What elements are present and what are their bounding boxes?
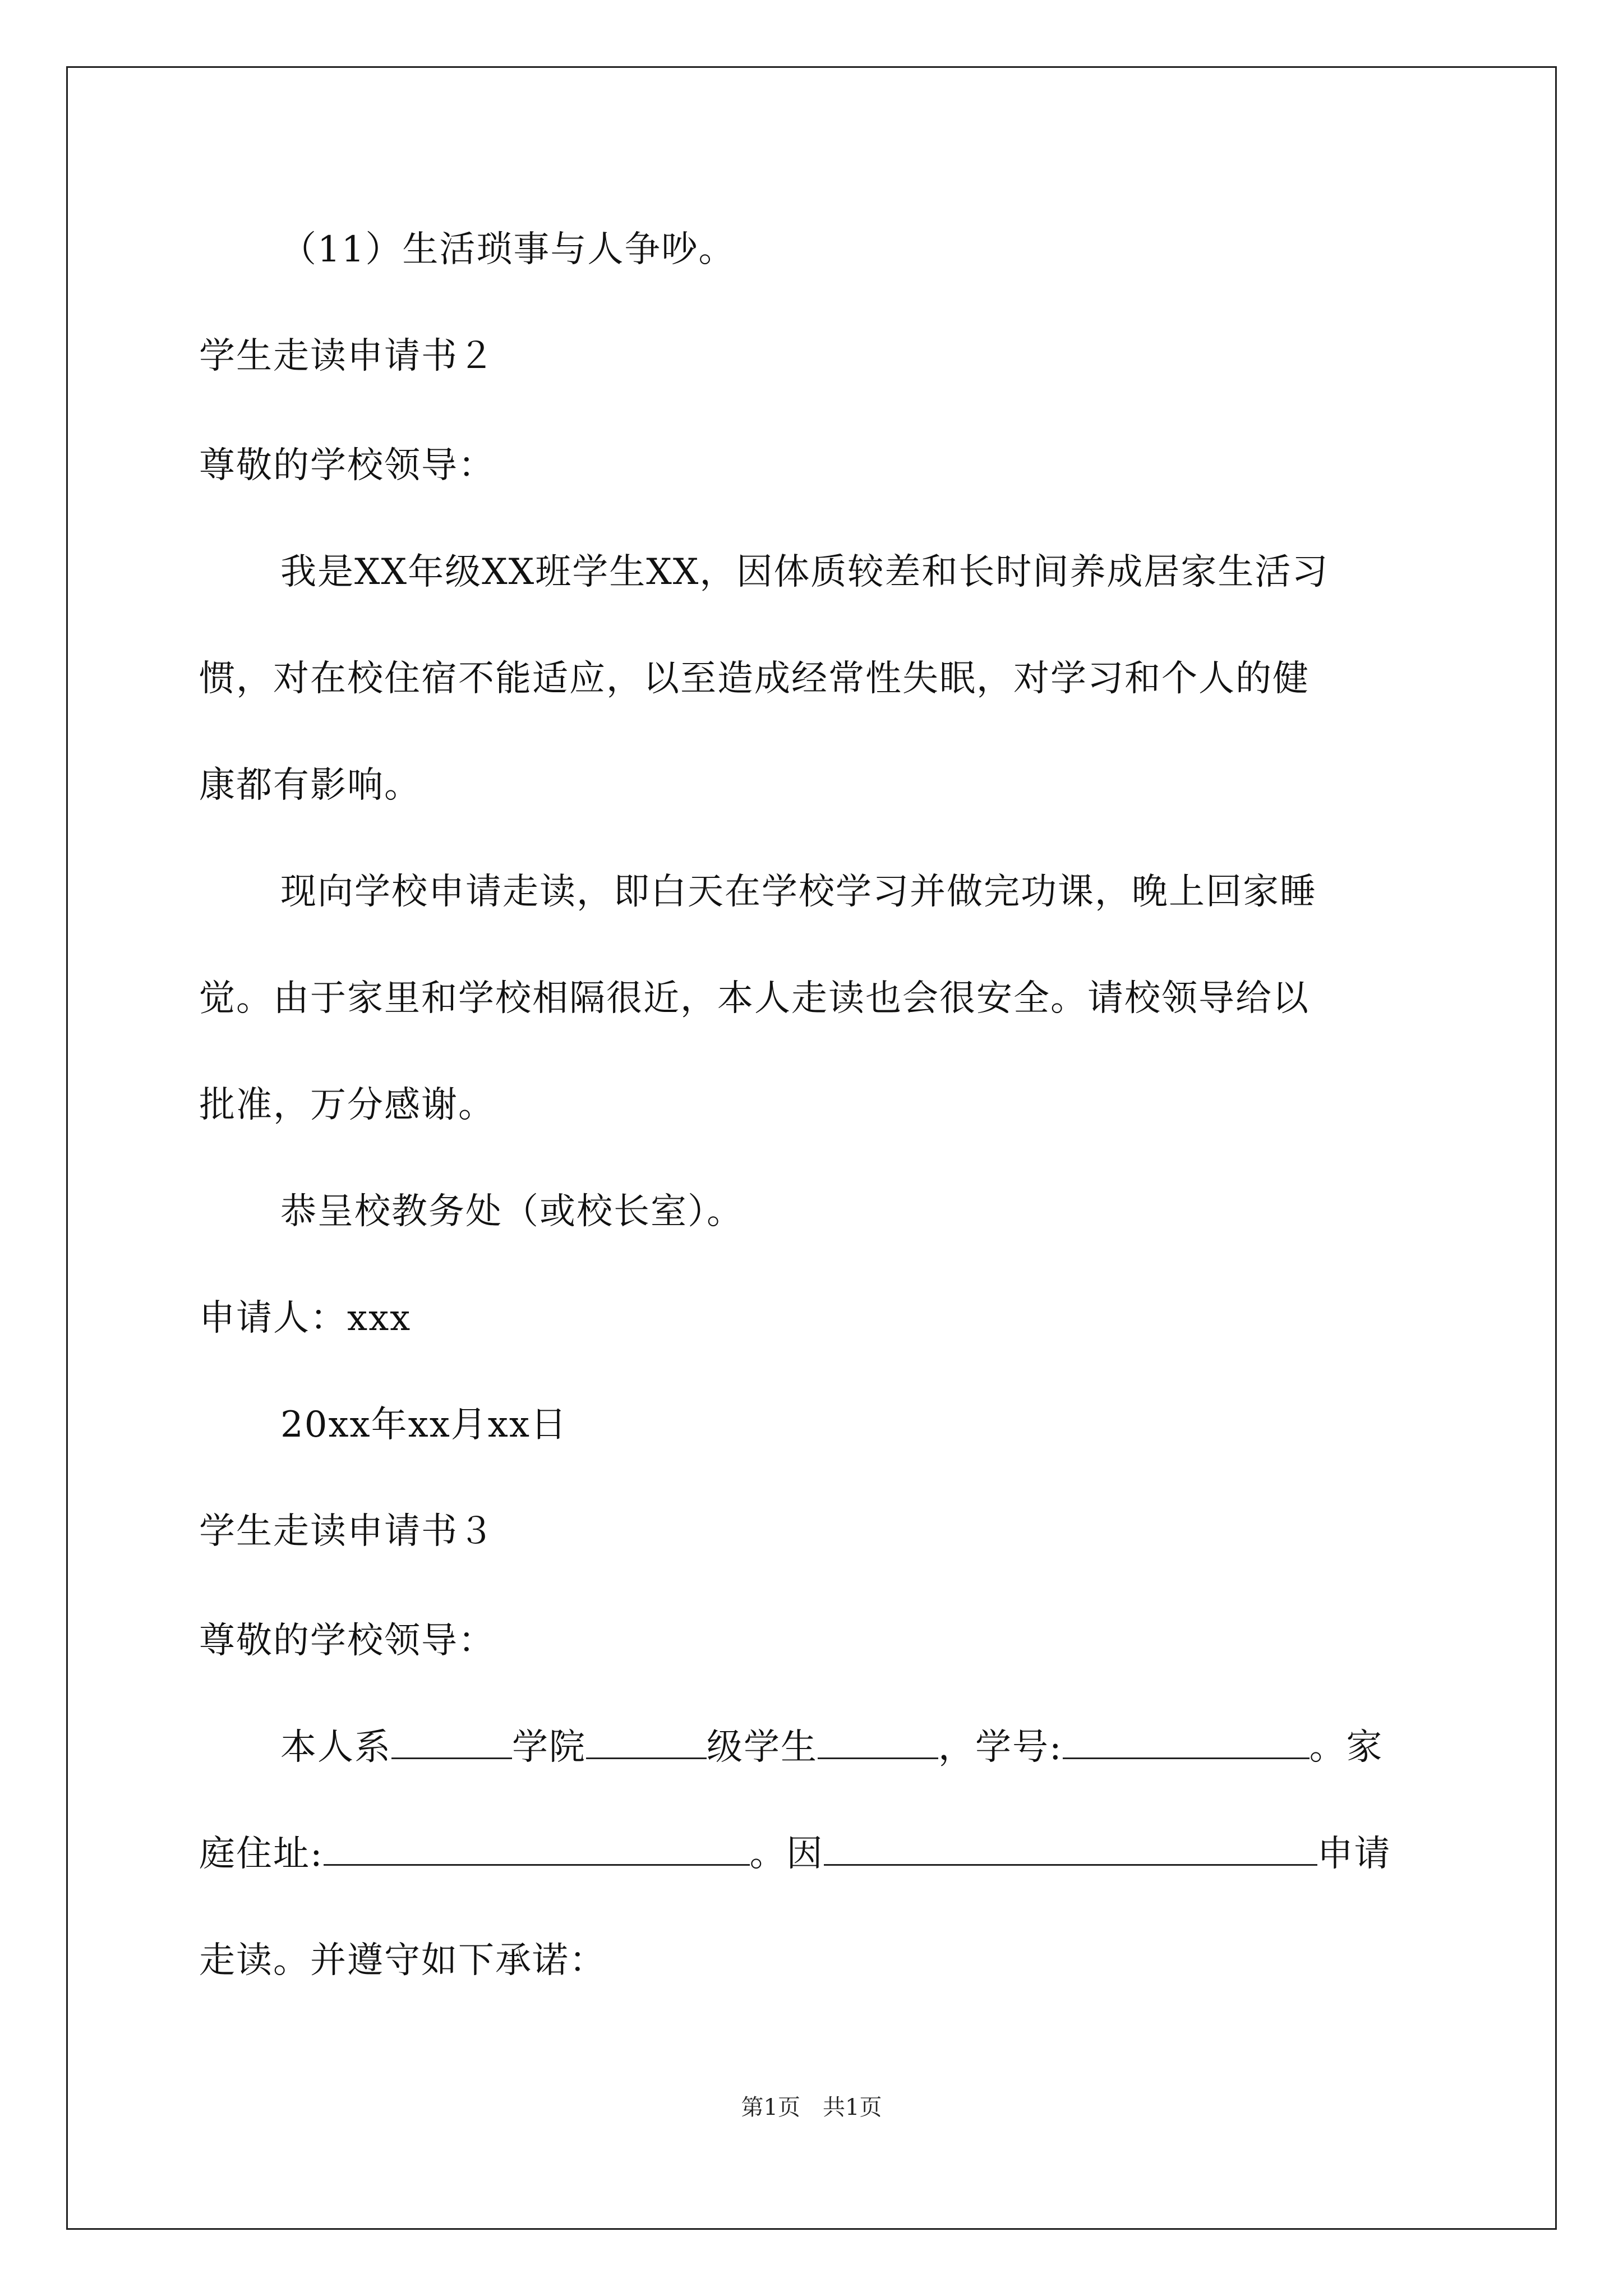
form-text: 申请 [1317,1833,1391,1875]
salutation: 尊敬的学校领导： [199,1620,495,1662]
form-line: 走读。并遵守如下承诺： [199,1940,606,1981]
page-border [66,66,1557,2230]
paragraph-line: 惯，对在校住宿不能适应，以至造成经常性失眠，对学习和个人的健 [199,658,1310,700]
paragraph-line: 批准，万分感谢。 [199,1084,495,1126]
paragraph-line: 康都有影响。 [199,765,421,806]
blank-field [391,1725,512,1759]
paragraph-line: 觉。由于家里和学校相隔很近，本人走读也会很安全。请校领导给以 [199,978,1310,1019]
blank-field [824,1832,1317,1866]
form-line [199,1832,1391,1876]
form-line [280,1725,1384,1770]
blank-field [818,1725,938,1759]
salutation: 尊敬的学校领导： [199,445,495,486]
form-text: 学院 [512,1727,586,1768]
form-text: ，学号: [938,1727,1063,1768]
form-text: 。家 [1309,1727,1384,1768]
blank-field [324,1832,750,1866]
form-text: 本人系 [280,1727,391,1768]
paragraph-line: 现向学校申请走读，即白天在学校学习并做完功课，晚上回家睡 [280,871,1317,913]
date-line: 20xx年xx月xx日 [280,1404,568,1446]
form-text: 。因 [749,1833,824,1875]
blank-field [586,1725,707,1759]
form-text: 级学生 [707,1727,818,1768]
section-heading-3: 学生走读申请书３ [199,1511,495,1552]
section-heading-2: 学生走读申请书２ [199,335,495,377]
list-item-11: （11）生活琐事与人争吵。 [280,229,736,270]
paragraph-line: 我是XX年级XX班学生XX，因体质较差和长时间养成居家生活习 [280,551,1329,593]
applicant-line: 申请人：xxx [199,1297,412,1339]
form-text: 庭住址: [199,1833,324,1875]
page-footer: 第1页 共1页 [741,2095,882,2120]
closing-line: 恭呈校教务处（或校长室）。 [280,1191,744,1232]
blank-field [1063,1725,1310,1759]
